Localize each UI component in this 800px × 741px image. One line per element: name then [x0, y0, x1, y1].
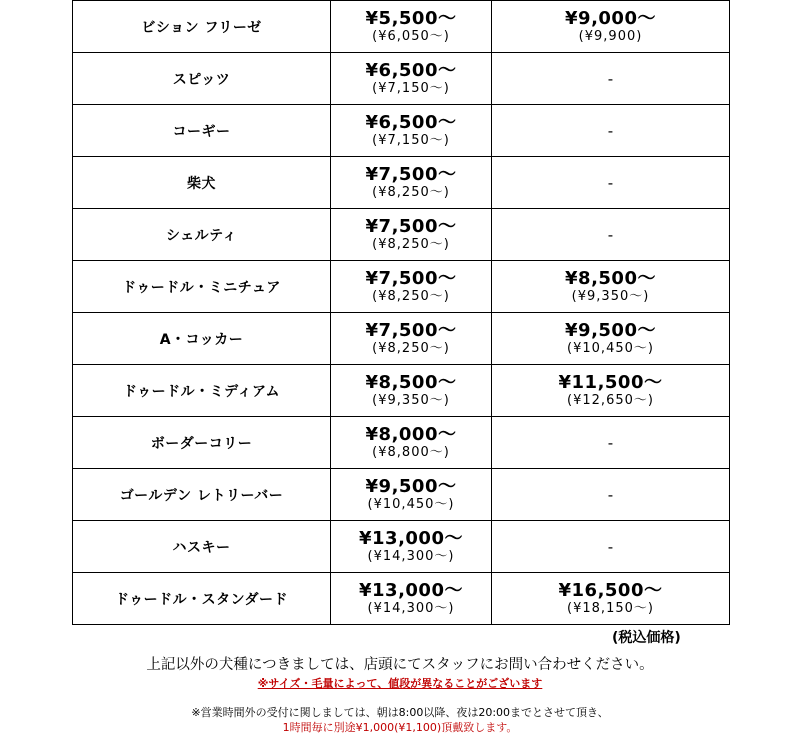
price-main: ¥6,500〜: [365, 60, 457, 81]
price-main: ¥13,000〜: [359, 580, 463, 601]
price-row: [73, 313, 730, 365]
large-price-cell: [492, 1, 730, 53]
large-price-cell: [492, 313, 730, 365]
price-main: ¥7,500〜: [365, 320, 457, 341]
price-row: [73, 417, 730, 469]
not-available-dash: -: [607, 434, 614, 452]
price-tax-included: (¥12,650〜): [567, 393, 654, 408]
price-row: [73, 1, 730, 53]
tax-included-note: (税込価格): [612, 630, 681, 646]
price-main: ¥8,500〜: [565, 268, 656, 289]
price-tax-included: (¥9,350〜): [571, 289, 650, 304]
small-price-cell: [331, 417, 492, 469]
price-row: [73, 53, 730, 105]
price-tax-included: (¥14,300〜): [367, 549, 455, 564]
not-available-dash: -: [607, 226, 614, 244]
not-available-dash: -: [607, 538, 614, 556]
large-price-cell: [492, 261, 730, 313]
price-row: [73, 261, 730, 313]
price-tax-included: (¥10,450〜): [567, 341, 654, 356]
price-tax-included: (¥6,050〜): [372, 29, 450, 44]
price-tax-included: (¥8,250〜): [372, 185, 450, 200]
breed-name: ドゥードル・スタンダード: [73, 573, 331, 625]
price-main: ¥16,500〜: [558, 580, 663, 601]
price-tax-included: (¥7,150〜): [372, 133, 450, 148]
small-price-cell: [331, 1, 492, 53]
size-variation-note: ※サイズ・毛量によって、値段が異なることがございます: [257, 677, 543, 690]
price-main: ¥9,000〜: [565, 8, 656, 29]
not-available-dash: -: [607, 486, 614, 504]
price-main: ¥7,500〜: [365, 268, 457, 289]
large-price-cell: [492, 105, 730, 157]
price-row: [73, 521, 730, 573]
large-price-cell: [492, 209, 730, 261]
large-price-cell: [492, 469, 730, 521]
small-price-cell: [331, 573, 492, 625]
breed-name: ハスキー: [73, 521, 331, 573]
breed-name: ボーダーコリー: [73, 417, 331, 469]
breed-name: スピッツ: [73, 53, 331, 105]
breed-name: ドゥードル・ミニチュア: [73, 261, 331, 313]
small-price-cell: [331, 53, 492, 105]
price-row: [73, 157, 730, 209]
price-tax-included: (¥8,250〜): [372, 289, 450, 304]
large-price-cell: [492, 365, 730, 417]
small-price-cell: [331, 313, 492, 365]
breed-name: シェルティ: [73, 209, 331, 261]
price-tax-included: (¥9,900): [578, 29, 643, 44]
price-main: ¥9,500〜: [365, 476, 457, 497]
price-row: [73, 365, 730, 417]
large-price-cell: [492, 53, 730, 105]
price-main: ¥11,500〜: [558, 372, 663, 393]
price-main: ¥8,500〜: [365, 372, 457, 393]
price-tax-included: (¥9,350〜): [372, 393, 450, 408]
price-main: ¥6,500〜: [365, 112, 457, 133]
breed-name: コーギー: [73, 105, 331, 157]
price-tax-included: (¥8,250〜): [372, 237, 450, 252]
price-row: [73, 209, 730, 261]
price-main: ¥8,000〜: [365, 424, 457, 445]
large-price-cell: [492, 573, 730, 625]
breed-name: A・コッカー: [73, 313, 331, 365]
large-price-cell: [492, 157, 730, 209]
price-row: [73, 105, 730, 157]
after-hours-note: ※営業時間外の受付に関しましては、朝は8:00以降、夜は20:00までとさせて頂き、: [191, 706, 609, 719]
price-tax-included: (¥8,800〜): [372, 445, 450, 460]
small-price-cell: [331, 469, 492, 521]
small-price-cell: [331, 365, 492, 417]
after-hours-fee-note: 1時間毎に別途¥1,000(¥1,100)頂戴致します。: [282, 721, 518, 734]
price-main: ¥9,500〜: [565, 320, 656, 341]
small-price-cell: [331, 157, 492, 209]
price-tax-included: (¥18,150〜): [567, 601, 654, 616]
other-breeds-note: 上記以外の犬種につきましては、店頭にてスタッフにお問い合わせください。: [146, 657, 654, 673]
small-price-cell: [331, 105, 492, 157]
small-price-cell: [331, 261, 492, 313]
breed-name: ビション フリーゼ: [73, 1, 331, 53]
breed-name: ゴールデン レトリーバー: [73, 469, 331, 521]
price-tax-included: (¥10,450〜): [367, 497, 455, 512]
small-price-cell: [331, 521, 492, 573]
price-main: ¥5,500〜: [365, 8, 457, 29]
price-row: [73, 573, 730, 625]
not-available-dash: -: [607, 70, 614, 88]
not-available-dash: -: [607, 122, 614, 140]
price-tax-included: (¥8,250〜): [372, 341, 450, 356]
price-main: ¥7,500〜: [365, 164, 457, 185]
breed-name: ドゥードル・ミディアム: [73, 365, 331, 417]
large-price-cell: [492, 417, 730, 469]
price-tax-included: (¥7,150〜): [372, 81, 450, 96]
large-price-cell: [492, 521, 730, 573]
small-price-cell: [331, 209, 492, 261]
price-table: [72, 0, 730, 625]
price-main: ¥7,500〜: [365, 216, 457, 237]
not-available-dash: -: [607, 174, 614, 192]
price-main: ¥13,000〜: [359, 528, 463, 549]
breed-name: 柴犬: [73, 157, 331, 209]
price-row: [73, 469, 730, 521]
price-tax-included: (¥14,300〜): [367, 601, 455, 616]
